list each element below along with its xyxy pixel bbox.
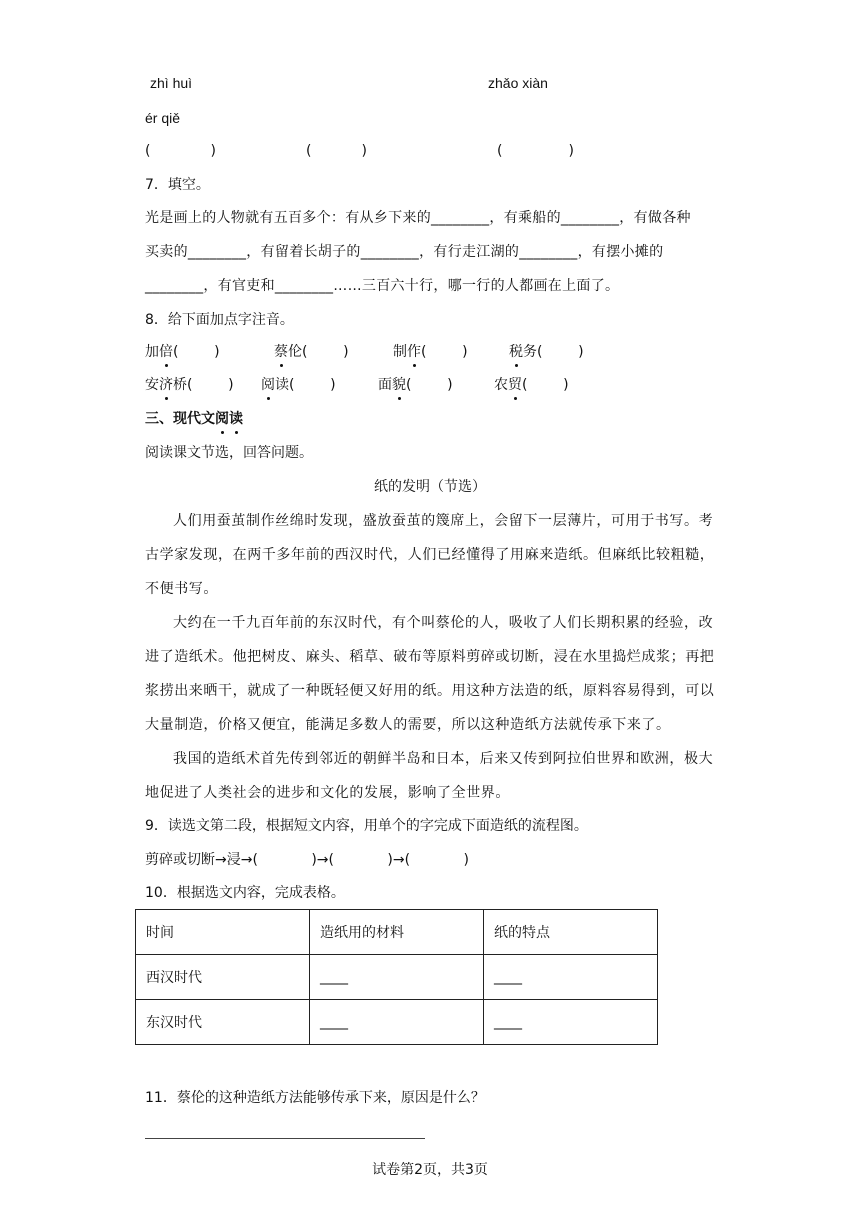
answer-paren[interactable]: ( ) <box>406 377 453 393</box>
row-time: 东汉时代 <box>136 1000 310 1045</box>
open-paren: ( <box>306 143 312 159</box>
answer-paren[interactable]: ( ) <box>173 344 220 360</box>
process-flow[interactable]: 剪碎或切断→浸→( )→( )→( ) <box>145 852 469 868</box>
phonetic-item: 加倍( ) <box>145 344 220 360</box>
header-feature: 纸的特点 <box>484 910 658 955</box>
close-paren: ) <box>568 143 574 159</box>
page-footer: 试卷第2页，共3页 <box>372 1162 488 1178</box>
answer-blank-1[interactable] <box>145 141 216 161</box>
answer-paren[interactable]: ( ) <box>537 344 584 360</box>
question-7-title: 7．填空。 <box>145 177 210 193</box>
dotted-char: 蔡 <box>274 344 288 360</box>
pinyin-word-2: zhǎo xiàn <box>488 75 548 91</box>
answer-paren[interactable]: ( ) <box>421 344 468 360</box>
section-3-title: 三、现代文阅读 <box>145 411 243 427</box>
phonetic-item: 农贸( ) <box>494 377 569 393</box>
phonetic-item: 制作( ) <box>393 344 468 360</box>
dotted-char: 貌 <box>392 377 406 393</box>
pinyin-word-3: ér qiě <box>145 110 181 126</box>
material-blank[interactable]: ____ <box>310 955 484 1000</box>
answer-line[interactable] <box>145 1138 425 1139</box>
header-time: 时间 <box>136 910 310 955</box>
answer-paren[interactable]: ( ) <box>302 344 349 360</box>
pinyin-word-1: zhì huì <box>150 75 193 91</box>
question-7-line-1: 光是画上的人物就有五百多个：有从乡下来的________，有乘船的________，有做各种 <box>145 210 691 226</box>
passage-paragraph-3: 我国的造纸术首先传到邻近的朝鲜半岛和日本，后来又传到阿拉伯世界和欧洲，极大地促进了人类社会的进步和文化的发展，影响了全世界。 <box>145 751 714 801</box>
header-material: 造纸用的材料 <box>310 910 484 955</box>
open-paren: ( <box>497 143 503 159</box>
dotted-char: 税 <box>509 344 523 360</box>
table-header-row <box>136 910 658 955</box>
dotted-char: 贸 <box>508 377 522 393</box>
question-8-title: 8．给下面加点字注音。 <box>145 312 294 328</box>
dotted-char: 阅 <box>261 377 275 393</box>
question-10-title: 10．根据选文内容，完成表格。 <box>145 885 345 901</box>
passage-paragraph-2: 大约在一千九百年前的东汉时代，有个叫蔡伦的人，吸收了人们长期积累的经验，改进了造纸术。他把树皮、麻头、稻草、破布等原料剪碎或切断，浸在水里捣烂成浆；再把浆捞出来晒干，就成了一种既轻便又好用的纸。用这种方法造的纸，原料容易得到，可以大量制造，价格又便宜，能满足多数人的需要，所以这种造纸方法就传承下来了。 <box>145 615 715 733</box>
section-3-instruction: 阅读课文节选，回答问题。 <box>145 445 313 461</box>
answer-paren[interactable]: ( ) <box>187 377 234 393</box>
passage-title: 纸的发明（节选） <box>374 479 486 495</box>
phonetic-item: 阅读( ) <box>261 377 336 393</box>
question-7-line-3: ________，有官吏和________……三百六十行，哪一行的人都画在上面了。 <box>145 278 620 294</box>
phonetic-item: 面貌( ) <box>378 377 453 393</box>
row-time: 西汉时代 <box>136 955 310 1000</box>
dotted-char: 作 <box>407 344 421 360</box>
answer-blank-2[interactable] <box>306 141 367 161</box>
close-paren: ) <box>210 143 216 159</box>
material-blank[interactable]: ____ <box>310 1000 484 1045</box>
question-7-line-2: 买卖的________，有留着长胡子的________，有行走江湖的________，有摆小摊的 <box>145 244 664 260</box>
phonetic-item: 税务( ) <box>509 344 584 360</box>
feature-blank[interactable]: ____ <box>484 1000 658 1045</box>
answer-blank-3[interactable] <box>497 141 574 161</box>
answer-paren[interactable]: ( ) <box>289 377 336 393</box>
answer-paren[interactable]: ( ) <box>522 377 569 393</box>
table-row <box>136 1000 658 1045</box>
open-paren: ( <box>145 143 151 159</box>
question-11-title: 11．蔡伦的这种造纸方法能够传承下来，原因是什么？ <box>145 1090 485 1106</box>
dotted-char: 倍 <box>159 344 173 360</box>
table-row <box>136 955 658 1000</box>
question-9-title: 9．读选文第二段，根据短文内容，用单个的字完成下面造纸的流程图。 <box>145 818 588 834</box>
phonetic-item: 安济桥( ) <box>145 377 234 393</box>
dotted-char: 济 <box>159 377 173 393</box>
phonetic-item: 蔡伦( ) <box>274 344 349 360</box>
answer-table <box>135 909 658 1045</box>
feature-blank[interactable]: ____ <box>484 955 658 1000</box>
close-paren: ) <box>361 143 367 159</box>
passage-paragraph-1: 人们用蚕茧制作丝绵时发现，盛放蚕茧的篾席上，会留下一层薄片，可用于书写。考古学家发现，在两千多年前的西汉时代，人们已经懂得了用麻来造纸。但麻纸比较粗糙，不便书写。 <box>145 513 715 597</box>
